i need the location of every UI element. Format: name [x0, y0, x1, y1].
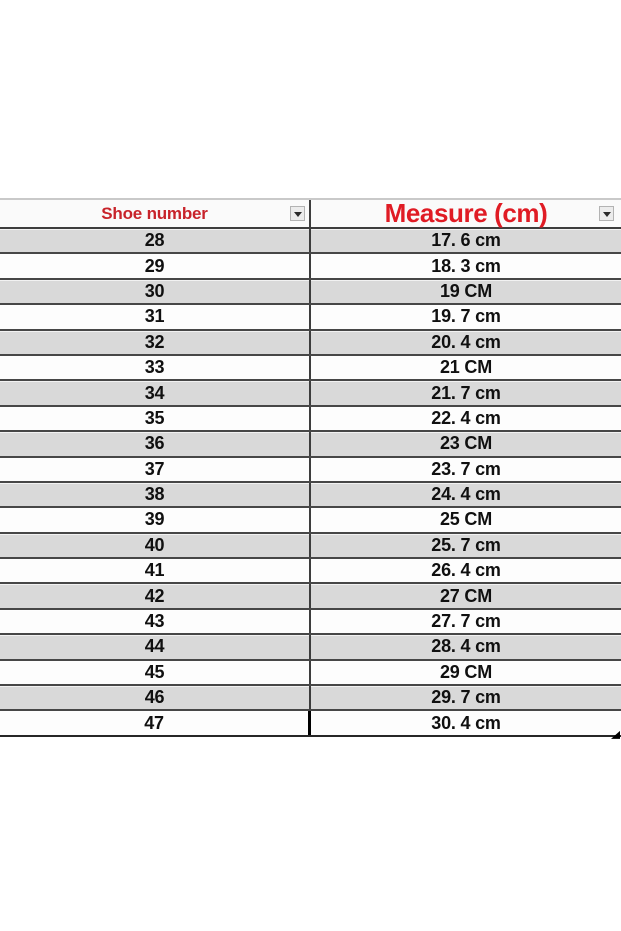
shoe-number-cell[interactable]: 46 [0, 686, 311, 709]
table-row [0, 331, 621, 356]
measure-cell[interactable]: 23 CM [439, 433, 493, 454]
shoe-number-cell[interactable]: 28 [0, 229, 311, 252]
measure-cell[interactable]: 19 CM [439, 280, 493, 301]
table-row [0, 483, 621, 508]
measure-cell[interactable]: 23. 7 cm [431, 458, 501, 479]
shoe-number-header-cell[interactable] [0, 200, 311, 227]
table-row [0, 381, 621, 406]
measure-cell[interactable]: 27. 7 cm [431, 611, 501, 632]
shoe-number-cell[interactable]: 47 [0, 711, 311, 734]
chevron-down-icon [603, 212, 611, 217]
table-row [0, 407, 621, 432]
table-row [0, 432, 621, 457]
table-row [0, 305, 621, 330]
shoe-number-cell[interactable]: 35 [0, 407, 311, 430]
measure-cell[interactable]: 25. 7 cm [431, 534, 501, 555]
shoe-number-cell[interactable]: 44 [0, 635, 311, 658]
table-row [0, 356, 621, 381]
shoe-number-cell[interactable]: 43 [0, 610, 311, 633]
shoe-number-cell[interactable]: 30 [0, 280, 311, 303]
selected-cell[interactable]: 30. 4 cm [431, 712, 501, 733]
measure-cell[interactable]: 29 CM [439, 661, 493, 682]
shoe-number-cell[interactable]: 40 [0, 534, 311, 557]
table-row [0, 458, 621, 483]
measure-cell[interactable]: 28. 4 cm [431, 636, 501, 657]
measure-cell[interactable]: 21. 7 cm [431, 382, 501, 403]
shoe-number-cell[interactable]: 45 [0, 661, 311, 684]
shoe-number-cell[interactable]: 42 [0, 584, 311, 607]
table-header-row [0, 200, 621, 229]
measure-header-cell[interactable] [311, 200, 621, 227]
table-row [0, 559, 621, 584]
table-row [0, 584, 621, 609]
table-row [0, 635, 621, 660]
measure-cell[interactable]: 24. 4 cm [431, 484, 501, 505]
measure-cell[interactable]: 29. 7 cm [431, 687, 501, 708]
measure-cell[interactable]: 26. 4 cm [431, 560, 501, 581]
measure-cell[interactable]: 18. 3 cm [431, 255, 501, 276]
shoe-number-cell[interactable]: 29 [0, 254, 311, 277]
shoe-size-table [0, 198, 621, 737]
table-row [0, 280, 621, 305]
table-row [0, 661, 621, 686]
table-row [0, 229, 621, 254]
chevron-down-icon [294, 212, 302, 217]
table-row [0, 254, 621, 279]
measure-cell[interactable]: 22. 4 cm [431, 407, 501, 428]
filter-dropdown-shoe-number[interactable] [290, 206, 305, 221]
measure-cell[interactable]: 27 CM [439, 585, 493, 606]
measure-cell[interactable]: 20. 4 cm [431, 331, 501, 352]
shoe-number-cell[interactable]: 38 [0, 483, 311, 506]
table-row [0, 534, 621, 559]
shoe-number-cell[interactable]: 39 [0, 508, 311, 531]
shoe-number-cell[interactable]: 36 [0, 432, 311, 455]
measure-cell[interactable]: 25 CM [439, 509, 493, 530]
measure-cell[interactable]: 17. 6 cm [431, 230, 501, 251]
table-row [0, 610, 621, 635]
measure-cell[interactable]: 19. 7 cm [431, 306, 501, 327]
shoe-number-header-label: Shoe number [101, 203, 208, 223]
shoe-number-cell[interactable]: 31 [0, 305, 311, 328]
measure-header-label: Measure (cm) [384, 198, 548, 228]
table-body [0, 229, 621, 737]
filter-dropdown-measure[interactable] [599, 206, 614, 221]
shoe-number-cell[interactable]: 37 [0, 458, 311, 481]
table-row [0, 508, 621, 533]
shoe-number-cell[interactable]: 33 [0, 356, 311, 379]
table-row [0, 686, 621, 711]
table-row [0, 711, 621, 736]
shoe-number-cell[interactable]: 34 [0, 381, 311, 404]
shoe-number-cell[interactable]: 41 [0, 559, 311, 582]
shoe-number-cell[interactable]: 32 [0, 331, 311, 354]
measure-cell[interactable]: 21 CM [439, 357, 493, 378]
